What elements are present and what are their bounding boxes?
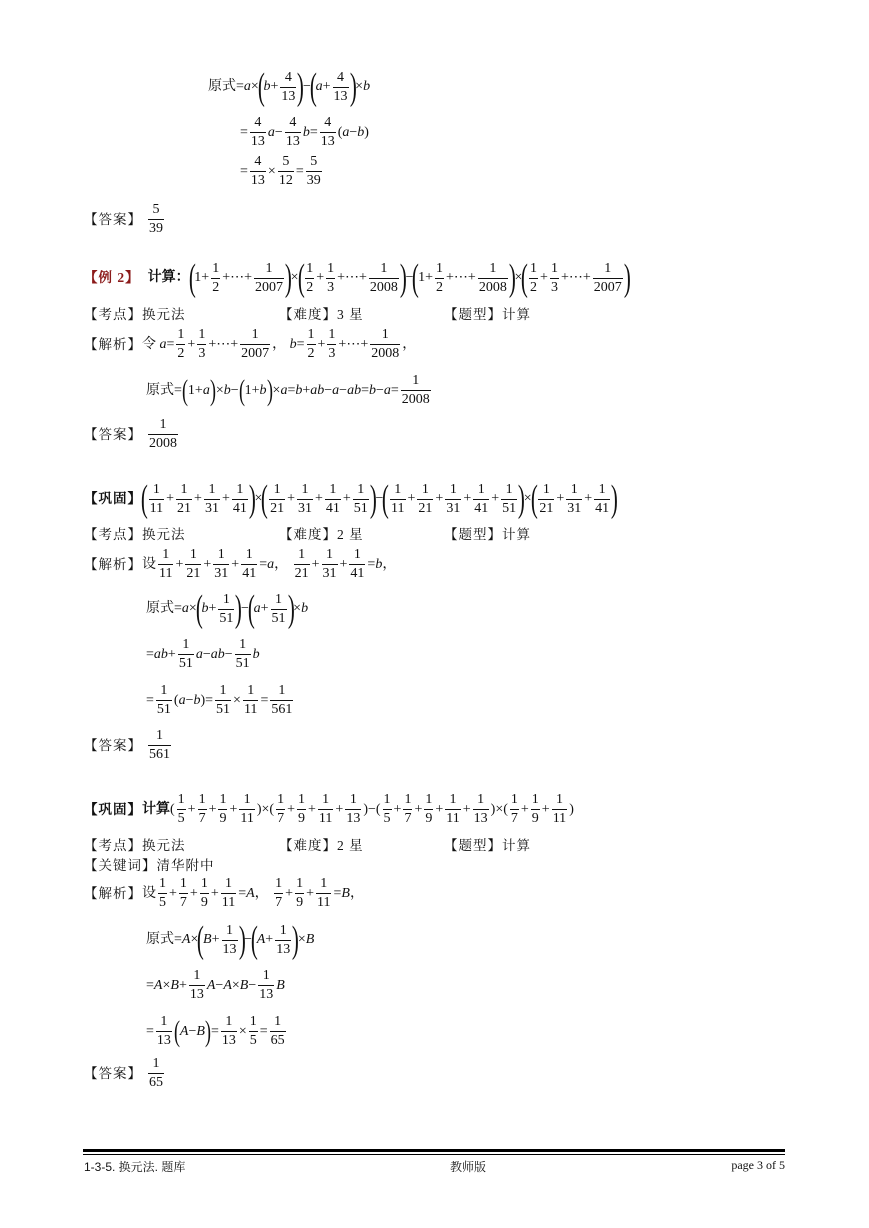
ex2-nandu: 【难度】3 星 — [279, 307, 364, 322]
ex2-jiexi-line2: 原式 = ( 1+ a ) × b − ( 1+ b ) × a = b + ab − a − ab = b − a = $\frac{1}{2008}$ — [146, 373, 430, 407]
gonggu2-answer: 【答案】 $\frac{1}{65}$ — [84, 1056, 163, 1090]
top-step-1: 原式 = a × ( b + $\frac{4}{13}$ ) − ( a + $\frac{4}{13}$ ) × b — [208, 66, 371, 108]
footer-rule-thick — [83, 1149, 785, 1152]
gonggu2-jiexi-line4: = $\frac{1}{13}$ ( A − B ) = $\frac{1}{13}$ × $\frac{1}{5}$ = $\frac{1}{65}$ — [146, 1014, 285, 1048]
ex2-tixing: 【题型】计算 — [444, 307, 531, 322]
footer-center: 教师版 — [450, 1160, 487, 1174]
top-answer: 【答案】 $\frac{5}{39}$ — [84, 202, 163, 236]
gonggu2-jiexi-line3: = A × B + $\frac{1}{13}$ A − A × B − $\frac{1}{13}$ B — [146, 968, 285, 1002]
footer-rule-thin — [83, 1154, 785, 1155]
gonggu2-problem: 【巩固】 计算 ( $\frac{1}{5}$ + $\frac{1}{7}$ + $\frac{1}{9}$ + $\frac{1}{11}$ )×( $\frac{1}{7}$ + $\frac{1}{9}$ + $\frac{1}{11}$ + $\frac{1}{13}$ )−( $\frac{1}{5}$ + $\frac{1}{7}$ + $\frac{1}{9}$ + $\frac{1}{11}$ + $\frac{1}{13}$ )×( $\frac{1}{7}$ + $\frac{1}{9}$ + $\frac{1}{11}$ ) — [84, 792, 574, 826]
answer-label: 【答案】 — [84, 211, 142, 227]
gonggu2-tixing: 【题型】计算 — [444, 838, 531, 853]
top-step-2: = $\frac{4}{13}$ a − $\frac{4}{13}$ b = $\frac{4}{13}$ ( a − b ) — [240, 115, 369, 149]
gonggu2-jiexi-line1: 【解析】 设 $\frac{1}{5}$ + $\frac{1}{7}$ + $\frac{1}{9}$ + $\frac{1}{11}$ = A ， $\frac{1}{7}$ + $\frac{1}{9}$ + $\frac{1}{11}$ = B ， — [84, 876, 364, 910]
ex2-label: 【例 2】 — [84, 270, 140, 286]
gonggu1-problem: 【巩固】 ( $\frac{1}{11}$ + $\frac{1}{21}$ + $\frac{1}{31}$ + $\frac{1}{41}$ ) × ( $\frac{1}{21}$ + $\frac{1}{31}$ + $\frac{1}{41}$ + $\frac{1}{51}$ ) − ( $\frac{1}{11}$ + $\frac{1}{21}$ + $\frac{1}{31}$ + $\frac{1}{41}$ + $\frac{1}{51}$ ) × ( $\frac{1}{21}$ + $\frac{1}{31}$ + $\frac{1}{41}$ ) — [84, 478, 618, 520]
ex2-jiexi-line1: 【解析】 令 a = $\frac{1}{2}$ + $\frac{1}{3}$ +⋯+ $\frac{1}{2007}$ ， b = $\frac{1}{2}$ + $\frac{1}{3}$ +⋯+ $\frac{1}{2008}$ ， — [84, 327, 417, 361]
top-step-3: = $\frac{4}{13}$ × $\frac{5}{12}$ = $\frac{5}{39}$ — [240, 154, 321, 188]
gonggu2-label: 【巩固】 — [84, 801, 142, 817]
gonggu2-nandu: 【难度】2 星 — [279, 838, 364, 853]
gonggu1-label: 【巩固】 — [84, 491, 142, 507]
gonggu1-jiexi-line3: = ab + $\frac{1}{51}$ a − ab − $\frac{1}{51}$ b — [146, 637, 260, 671]
footer-left: 1-3-5. 换元法. 题库 — [84, 1160, 186, 1174]
gonggu2-title: 计算 — [142, 801, 170, 817]
gonggu2-keyword: 【关键词】清华附中 — [84, 858, 215, 873]
ex2-kaodian: 【考点】换元法 — [84, 307, 186, 322]
ex2-answer: 【答案】 $\frac{1}{2008}$ — [84, 417, 177, 451]
gonggu1-nandu: 【难度】2 星 — [279, 527, 364, 542]
ex2-problem: 【例 2】 计算： ( 1+ $\frac{1}{2}$ +⋯+ $\frac{1}{2007}$ ) × ( $\frac{1}{2}$ + $\frac{1}{3}$ +⋯+ $\frac{1}{2008}$ ) − ( 1+ $\frac{1}{2}$ +⋯+ $\frac{1}{2008}$ ) × ( $\frac{1}{2}$ + $\frac{1}{3}$ +⋯+ $\frac{1}{2007}$ ) — [84, 257, 631, 299]
gonggu2-kaodian: 【考点】换元法 — [84, 838, 186, 853]
yuanshi-label: 原式 — [208, 79, 236, 94]
gonggu1-jiexi-line1: 【解析】 设 $\frac{1}{11}$ + $\frac{1}{21}$ + $\frac{1}{31}$ + $\frac{1}{41}$ = a ， $\frac{1}{21}$ + $\frac{1}{31}$ + $\frac{1}{41}$ = b ， — [84, 547, 397, 581]
footer-page-number: page 3 of 5 — [731, 1158, 785, 1172]
gonggu1-jiexi-line2: 原式 = a × ( b + $\frac{1}{51}$ ) − ( a + $\frac{1}{51}$ ) × b — [146, 588, 309, 630]
gonggu1-answer: 【答案】 $\frac{1}{561}$ — [84, 728, 170, 762]
gonggu2-jiexi-line2: 原式 = A × ( B + $\frac{1}{13}$ ) − ( A + $\frac{1}{13}$ ) × B — [146, 919, 315, 961]
gonggu1-kaodian: 【考点】换元法 — [84, 527, 186, 542]
gonggu1-jiexi-line4: = $\frac{1}{51}$ ( a − b )= $\frac{1}{51}$ × $\frac{1}{11}$ = $\frac{1}{561}$ — [146, 683, 293, 717]
gonggu1-tixing: 【题型】计算 — [444, 527, 531, 542]
ex2-title: 计算： — [147, 270, 190, 285]
